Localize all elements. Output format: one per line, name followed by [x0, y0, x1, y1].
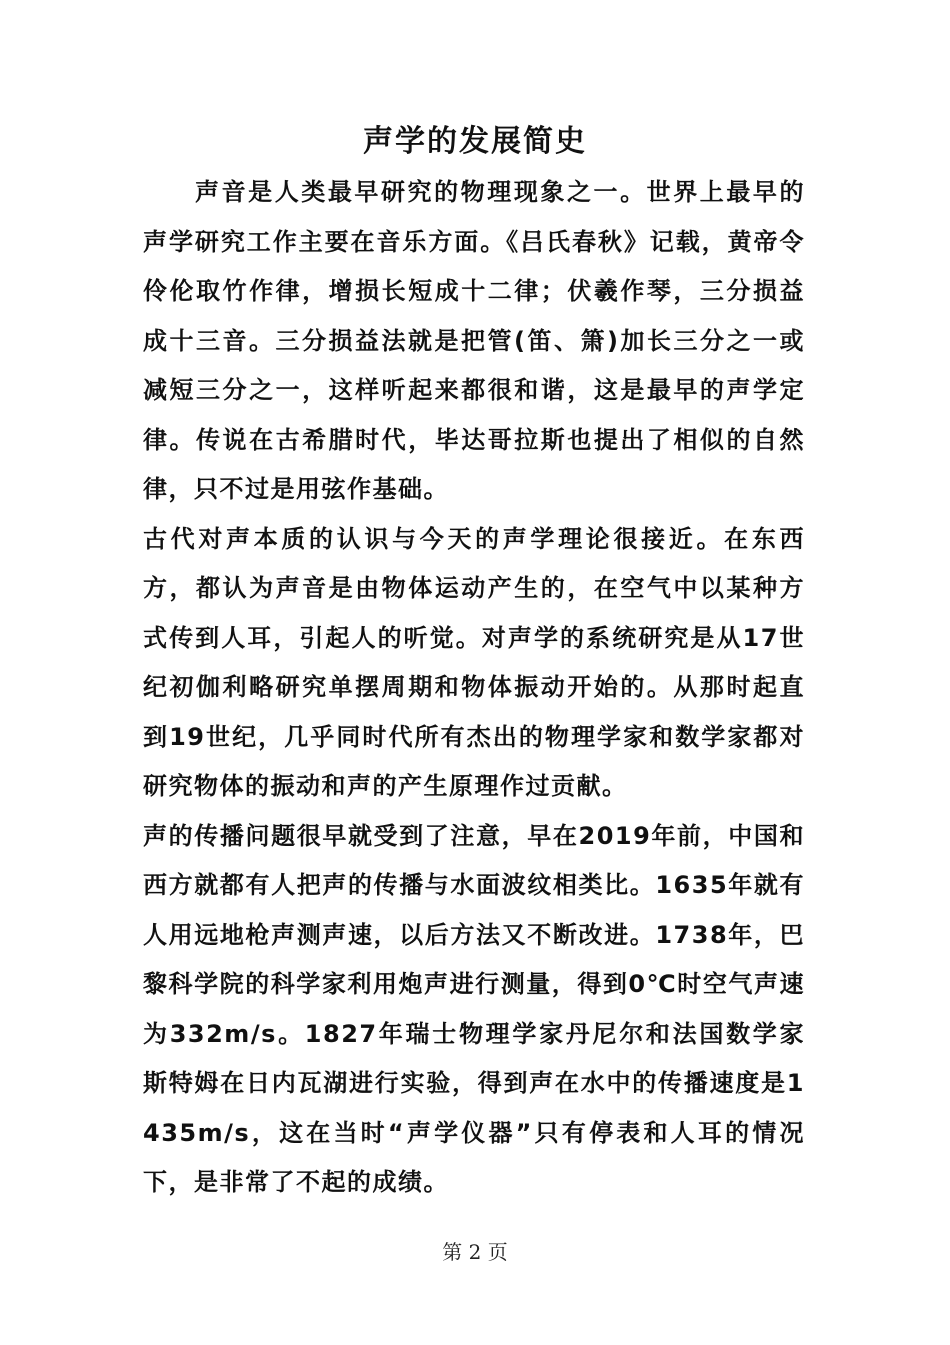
paragraph-2: 古代对声本质的认识与今天的声学理论很接近。在东西方，都认为声音是由物体运动产生的，在空气中以某种方式传到人耳，引起人的听觉。对声学的系统研究是从17世纪初伽利略研究单摆周期和物体振动开始的。从那时起直到19世纪，几乎同时代所有杰出的物理学家和数学家都对研究物体的振动和声的产生原理作过贡献。 [143, 524, 805, 800]
page-number: 第 2 页 [442, 1240, 508, 1264]
paragraph-3: 声的传播问题很早就受到了注意，早在2019年前，中国和西方就都有人把声的传播与水面波纹相类比。1635年就有人用远地枪声测声速，以后方法又不断改进。1738年，巴黎科学院的科学家利用炮声进行测量，得到0℃时空气声速为332m/s。1827年瑞士物理学家丹尼尔和法国数学家斯特姆在日内瓦湖进行实验，得到声在水中的传播速度是1435m/s，这在当时“声学仪器”只有停表和人耳的情况下，是非常了不起的成绩。 [143, 821, 805, 1196]
document-body [143, 168, 805, 1208]
document-title: 声学的发展简史 [363, 124, 587, 159]
paragraph-1: 声音是人类最早研究的物理现象之一。世界上最早的声学研究工作主要在音乐方面。《吕氏春秋》记载，黄帝令伶伦取竹作律，增损长短成十二律；伏羲作琴，三分损益成十三音。三分损益法就是把管(笛、箫)加长三分之一或减短三分之一，这样听起来都很和谐，这是最早的声学定律。传说在古希腊时代，毕达哥拉斯也提出了相似的自然律，只不过是用弦作基础。 [143, 178, 805, 503]
